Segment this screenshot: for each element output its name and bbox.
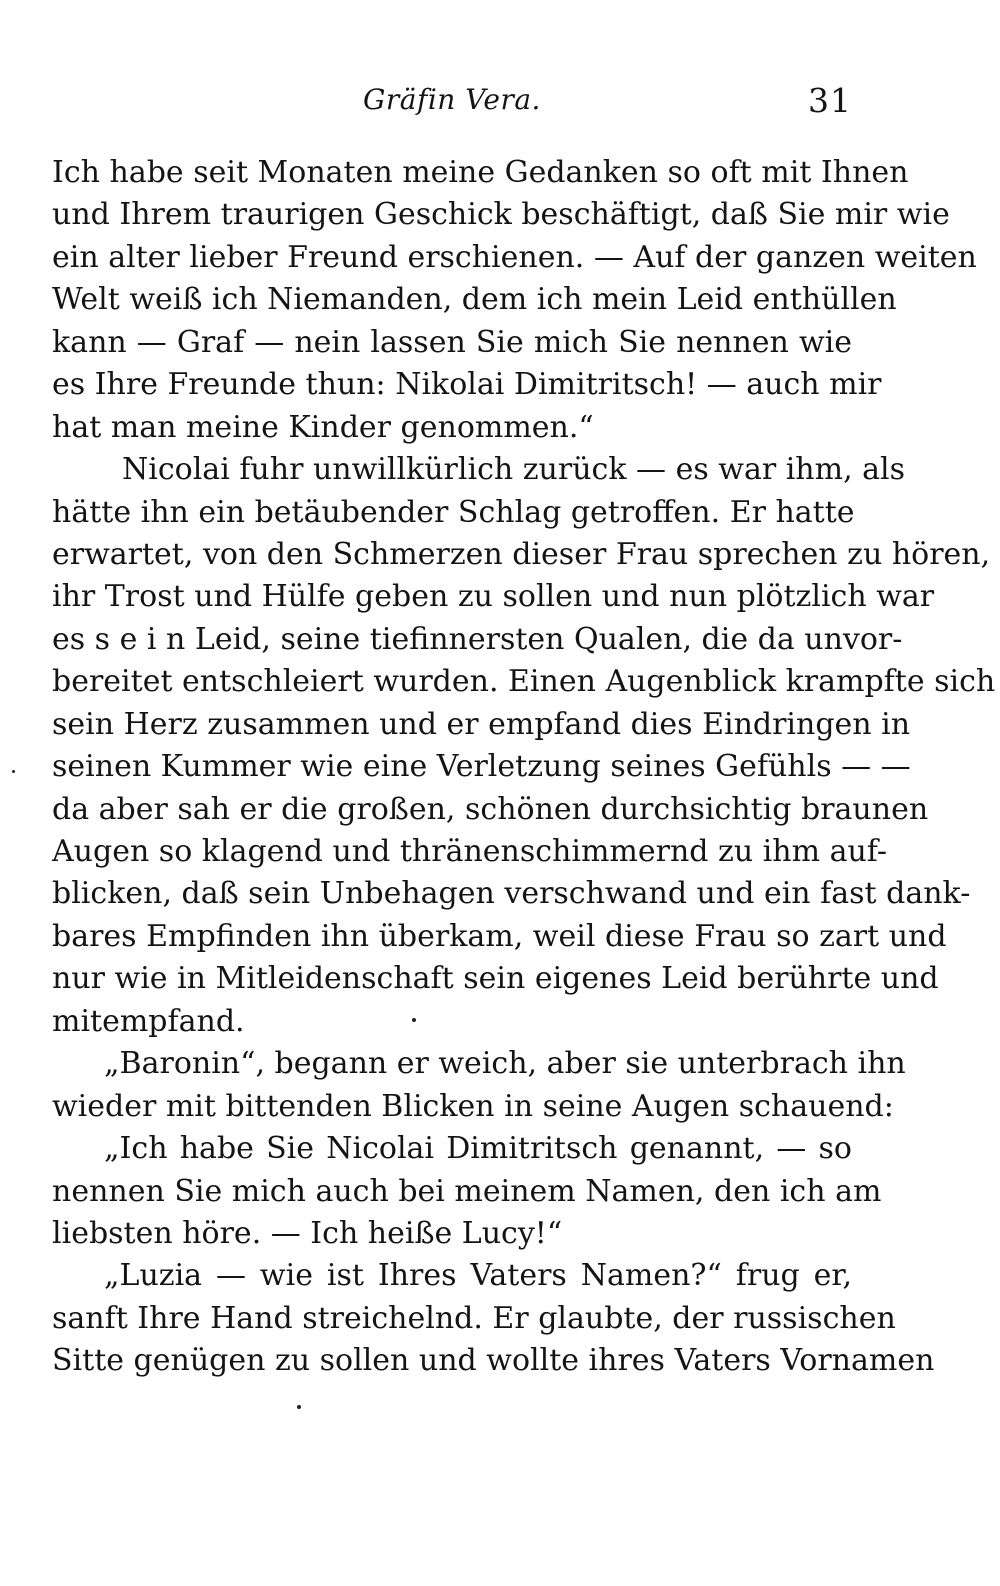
text-line: „Baronin“, begann er weich, aber sie unterbrach ihn <box>104 1046 906 1082</box>
text-line: nennen Sie mich auch bei meinem Namen, den ich am <box>52 1173 882 1209</box>
text-line: es s e i n Leid, seine tiefinnersten Qualen, die da unvor- <box>52 621 903 657</box>
page-number: 31 <box>808 81 852 120</box>
text-line: blicken, daß sein Unbehagen verschwand und ein fast dank- <box>52 876 971 912</box>
text-line: bereitet entschleiert wurden. Einen Augenblick krampfte sich <box>52 664 996 700</box>
text-line: es Ihre Freunde thun: Nikolai Dimitritsch! — auch mir <box>52 367 882 403</box>
text-line: sein Herz zusammen und er empfand dies Eindringen in <box>52 706 911 742</box>
text-line: Augen so klagend und thränenschimmernd zu ihm auf- <box>52 834 887 869</box>
text-line: wieder mit bittenden Blicken in seine Augen schauend: <box>52 1088 894 1124</box>
text-line: „Luzia — wie ist Ihres Vaters Namen?“ frug er, <box>104 1258 852 1294</box>
text-line: liebsten höre. — Ich heiße Lucy!“ <box>52 1215 563 1251</box>
print-speck <box>12 770 15 773</box>
text-line: kann — Graf — nein lassen Sie mich Sie nennen wie <box>52 324 852 360</box>
text-line: nur wie in Mitleidenschaft sein eigenes Leid berührte und <box>52 961 939 997</box>
text-line: „Ich habe Sie Nicolai Dimitritsch genannt, — so <box>104 1131 852 1167</box>
text-line: ein alter lieber Freund erschienen. — Auf der ganzen weiten <box>52 239 977 275</box>
text-line: Nicolai fuhr unwillkürlich zurück — es war ihm, als <box>122 452 906 488</box>
text-line: sanft Ihre Hand streichelnd. Er glaubte, der russischen <box>52 1300 896 1336</box>
text-line: Welt weiß ich Niemanden, dem ich mein Leid enthüllen <box>52 282 897 318</box>
text-line: mitempfand. <box>52 1003 245 1039</box>
text-line: bares Empfinden ihn überkam, weil diese Frau so zart und <box>52 918 947 954</box>
text-line: erwartet, von den Schmerzen dieser Frau sprechen zu hören, <box>52 536 991 572</box>
text-line: hätte ihn ein betäubender Schlag getroffen. Er hatte <box>52 494 855 530</box>
text-line: hat man meine Kinder genommen.“ <box>52 409 594 445</box>
print-speck <box>412 1018 416 1022</box>
text-line: seinen Kummer wie eine Verletzung seines Gefühls — — <box>52 749 911 785</box>
text-line: da aber sah er die großen, schönen durchsichtig braunen <box>52 791 929 827</box>
print-speck <box>297 1405 301 1409</box>
text-line: Ich habe seit Monaten meine Gedanken so oft mit Ihnen <box>52 155 909 190</box>
text-line: ihr Trost und Hülfe geben zu sollen und nun plötzlich war <box>52 579 935 615</box>
text-line: und Ihrem traurigen Geschick beschäftigt, daß Sie mir wie <box>52 197 950 233</box>
body-text <box>52 152 996 1383</box>
running-title: Gräfin Vera. <box>363 83 541 116</box>
text-line: Sitte genügen zu sollen und wollte ihres Vaters Vornamen <box>52 1343 935 1379</box>
page-header <box>52 80 852 126</box>
